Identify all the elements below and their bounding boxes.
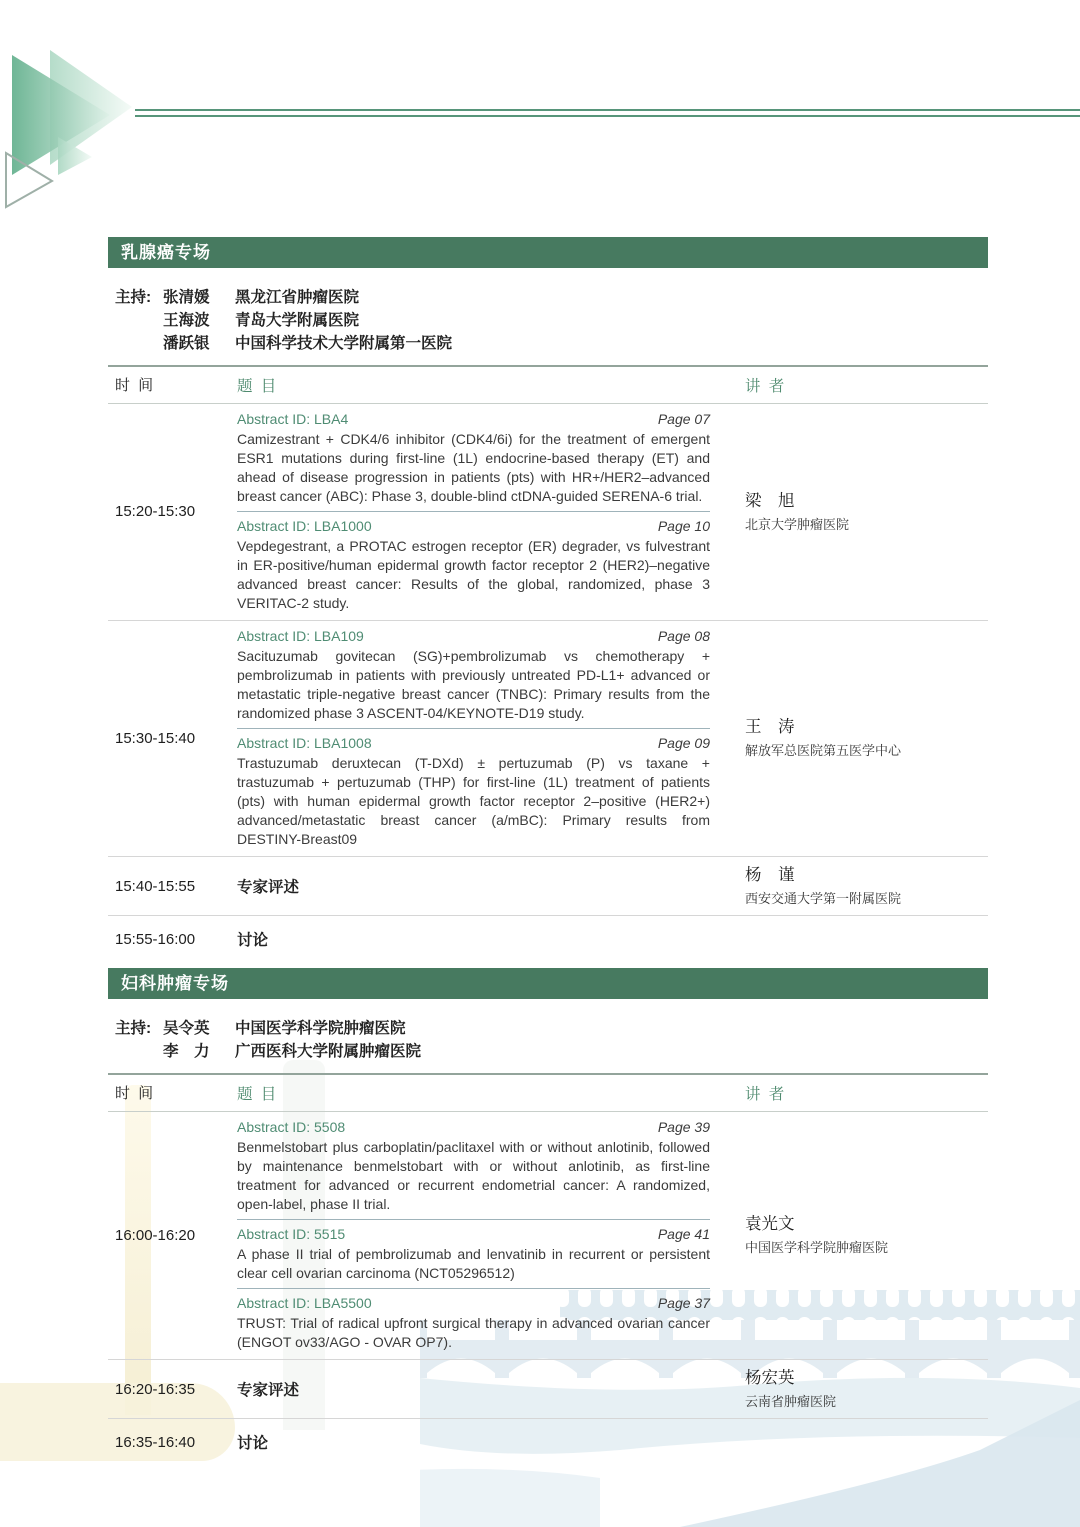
page-ref: Page 07: [657, 411, 710, 427]
speaker-cell: [745, 1368, 988, 1410]
chair-name: 潘跃银: [163, 335, 210, 352]
chair-name: 吴令英: [163, 1020, 210, 1037]
abstract-id: Abstract ID: LBA1008: [237, 735, 372, 751]
abstract-entry: [237, 410, 710, 506]
chair-line: [115, 1040, 988, 1063]
speaker-cell: [745, 491, 988, 533]
abstract-id: Abstract ID: LBA1000: [237, 518, 372, 534]
time-cell: 15:55-16:00: [115, 930, 196, 948]
col-speaker: 讲 者: [745, 378, 787, 395]
abstract-entry: [237, 511, 710, 613]
speaker-affiliation: 解放军总医院第五医学中心: [745, 743, 902, 758]
abstract-id: Abstract ID: LBA4: [237, 411, 349, 427]
title-cell: [237, 410, 710, 613]
abstract-title: Sacituzumab govitecan (SG)+pembrolizumab vs chemotherapy + pembrolizumab in patients with previously untreated PD-L1+ advanced or metastatic triple-negative breast cancer (TNBC): Primary results from the randomized phase 3 ASCENT-04/KEYNOTE-D19 study.: [237, 648, 710, 721]
speaker-affiliation: 北京大学肿瘤医院: [745, 516, 850, 532]
table-header: [108, 365, 988, 404]
col-time: 时 间: [115, 377, 156, 394]
page-ref: Page 10: [657, 518, 710, 534]
table-row: [108, 1360, 988, 1418]
session-banner: 乳腺癌专场: [108, 237, 988, 268]
chair-affiliation: 中国科学技术大学附属第一医院: [235, 335, 453, 352]
chairs-block: [115, 286, 988, 355]
time-cell: 15:30-15:40: [115, 729, 196, 747]
abstract-title: Trastuzumab deruxtecan (T-DXd) ± pertuzumab (P) vs taxane + trastuzumab + pertuzumab (THP) for first-line (1L) treatment of patients (pts) with human epidermal growth factor receptor 2–positive (HER2+) advanced/metastatic breast cancer (a/mBC): Primary results from DESTINY-Breast09: [237, 755, 710, 847]
activity-label: 讨论: [237, 932, 269, 949]
chair-line: [115, 332, 988, 355]
session-gyn-oncology: [108, 968, 988, 1527]
speaker-cell: [745, 865, 988, 907]
title-cell: [237, 1118, 710, 1352]
abstract-title: Vepdegestrant, a PROTAC estrogen receptor (ER) degrader, vs fulvestrant in ER-positive/human epidermal growth factor receptor 2 (HER2)–negative advanced breast cancer: Results of the global, randomized, phase 3 VERITAC-2 study.: [237, 538, 710, 611]
abstract-title: A phase II trial of pembrolizumab and lenvatinib in recurrent or persistent clear cell ovarian carcinoma (NCT05296512): [237, 1246, 710, 1281]
time-cell: 15:20-15:30: [115, 503, 196, 520]
table-row: [108, 1419, 988, 1465]
activity-label: 讨论: [237, 1435, 269, 1452]
speaker-cell: [745, 717, 988, 759]
col-title: 题 目: [237, 1086, 279, 1103]
table-row: [108, 1112, 988, 1359]
col-title: 题 目: [237, 378, 279, 395]
abstract-id: Abstract ID: 5508: [237, 1119, 346, 1135]
chair-label: 主持:: [115, 1020, 152, 1037]
chair-name: 李 力: [163, 1043, 210, 1060]
activity-label: 专家评述: [237, 1382, 300, 1399]
speaker-name: 杨宏英: [745, 1369, 795, 1387]
abstract-id: Abstract ID: LBA5500: [237, 1295, 372, 1311]
time-cell: 16:00-16:20: [115, 1226, 196, 1244]
abstract-entry: [237, 1219, 710, 1283]
abstract-id: Abstract ID: LBA109: [237, 628, 364, 644]
abstract-entry: [237, 1118, 710, 1214]
abstract-title: TRUST: Trial of radical upfront surgical therapy in advanced ovarian cancer (ENGOT ov33/AGO - OVAR OP7).: [237, 1315, 710, 1350]
speaker-cell: [745, 1214, 988, 1256]
abstract-entry: [237, 627, 710, 723]
session-breast-cancer: [108, 237, 988, 968]
chair-name: 王海波: [163, 312, 210, 329]
speaker-affiliation: 西安交通大学第一附属医院: [745, 891, 902, 906]
green-triangle-decoration-icon: [0, 45, 180, 210]
chair-line: [115, 1017, 988, 1040]
time-cell: 16:35-16:40: [115, 1433, 196, 1451]
page-ref: Page 09: [657, 735, 710, 751]
col-speaker: 讲 者: [745, 1086, 787, 1103]
title-cell: [237, 627, 710, 849]
page-ref: Page 37: [657, 1295, 710, 1311]
speaker-name: 杨 谨: [745, 866, 795, 884]
chairs-block: [115, 1017, 988, 1063]
speaker-name: 梁 旭: [745, 491, 795, 510]
speaker-affiliation: 云南省肿瘤医院: [745, 1394, 837, 1409]
speaker-name: 袁光文: [745, 1215, 795, 1233]
page-ref: Page 41: [657, 1226, 710, 1242]
chair-line: [115, 286, 988, 309]
abstract-title: Benmelstobart plus carboplatin/paclitaxel with or without anlotinib, followed by maintenance benmelstobart with or without anlotinib, as first-line treatment for advanced or recurrent endometrial cancer: A randomized, open-label, phase II trial.: [237, 1139, 710, 1212]
chair-affiliation: 黑龙江省肿瘤医院: [235, 289, 360, 306]
time-cell: 15:40-15:55: [115, 877, 196, 895]
speaker-affiliation: 中国医学科学院肿瘤医院: [745, 1240, 889, 1255]
table-header: [108, 1073, 988, 1112]
chair-affiliation: 青岛大学附属医院: [235, 312, 360, 329]
chair-affiliation: 中国医学科学院肿瘤医院: [235, 1020, 406, 1037]
table-row: [108, 916, 988, 962]
table-row: [108, 404, 988, 620]
session-banner: 妇科肿瘤专场: [108, 968, 988, 999]
speaker-name: 王 涛: [745, 718, 795, 736]
table-row: [108, 621, 988, 856]
abstract-entry: [237, 728, 710, 849]
chair-affiliation: 广西医科大学附属肿瘤医院: [235, 1043, 422, 1060]
abstract-id: Abstract ID: 5515: [237, 1226, 346, 1242]
double-green-rule: [135, 109, 1080, 117]
col-time: 时 间: [115, 1085, 156, 1102]
table-row: [108, 857, 988, 915]
abstract-entry: [237, 1288, 710, 1352]
chair-line: [115, 309, 988, 332]
activity-label: 专家评述: [237, 879, 300, 896]
chair-name: 张清媛: [163, 289, 210, 306]
time-cell: 16:20-16:35: [115, 1380, 196, 1398]
page-ref: Page 08: [657, 628, 710, 644]
page-ref: Page 39: [657, 1119, 710, 1135]
chair-label: 主持:: [115, 289, 152, 306]
abstract-title: Camizestrant + CDK4/6 inhibitor (CDK4/6i) for the treatment of emergent ESR1 mutations during first-line (1L) endocrine-based therapy (ET) and ahead of disease progression in patients (pts) with HR+/HER2–advanced breast cancer (ABC): Phase 3, double-blind ctDNA-guided SERENA-6 trial.: [237, 431, 710, 504]
